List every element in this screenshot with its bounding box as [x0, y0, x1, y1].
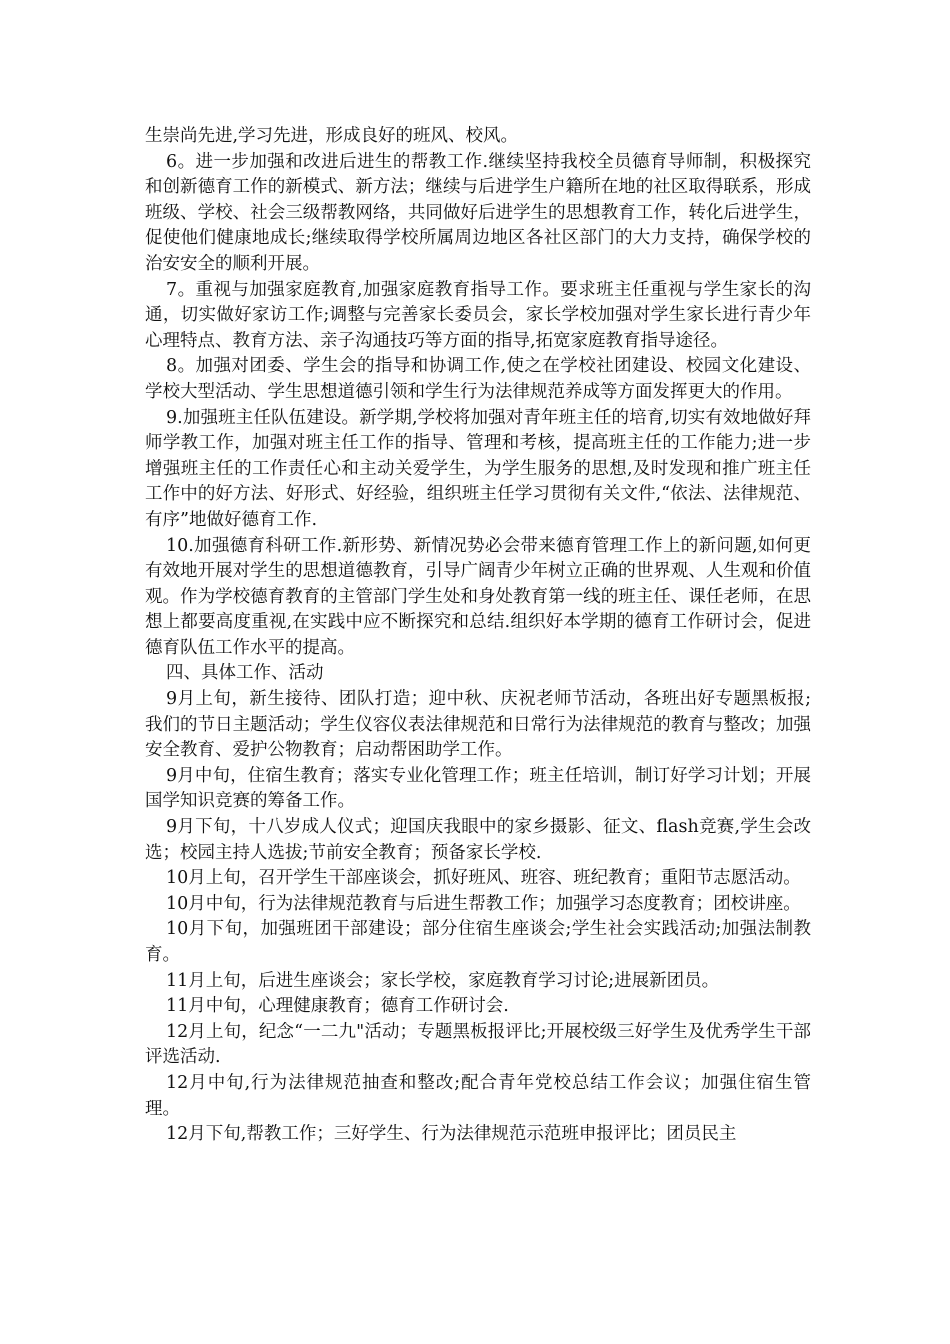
schedule-sep-early: 9月上旬，新生接待、团队打造；迎中秋、庆祝老师节活动，各班出好专题黑板报;我们的节日主题活动；学生仪容仪表法律规范和日常行为法律规范的教育与整改；加强安全教育、爱护公物教育；启动帮困助学工作。: [145, 689, 811, 761]
paragraph-item-8: 8。加强对团委、学生会的指导和协调工作,使之在学校社团建设、校园文化建设、学校大型活动、学生思想道德引领和学生行为法律规范养成等方面发挥更大的作用。: [145, 356, 811, 402]
paragraph-item-10: 10.加强德育科研工作.新形势、新情况势必会带来德育管理工作上的新问题,如何更有效地开展对学生的思想道德教育，引导广阔青少年树立正确的世界观、人生观和价值观。作为学校德育教育的主管部门学生处和身处教育第一线的班主任、课任老师，在思想上都要高度重视,在实践中应不断探究和总结.组织好本学期的德育工作研讨会，促进德育队伍工作水平的提高。: [145, 535, 811, 658]
schedule-sep-late: 9月下旬，十八岁成人仪式；迎国庆我眼中的家乡摄影、征文、flash竞赛,学生会改选；校园主持人选拔;节前安全教育；预备家长学校.: [145, 817, 811, 863]
document-body: [145, 124, 811, 1148]
schedule-oct-mid: 10月中旬，行为法律规范教育与后进生帮教工作；加强学习态度教育；团校讲座。: [166, 893, 801, 914]
schedule-nov-early: 11月上旬，后进生座谈会；家长学校，家庭教育学习讨论;进展新团员。: [166, 970, 720, 991]
schedule-dec-early: 12月上旬，纪念“一二九"活动；专题黑板报评比;开展校级三好学生及优秀学生干部评选活动.: [145, 1021, 811, 1068]
paragraph-item-9: 9.加强班主任队伍建设。新学期,学校将加强对青年班主任的培育,切实有效地做好拜师学教工作，加强对班主任工作的指导、管理和考核，提高班主任的工作能力;进一步增强班主任的工作责任心和主动关爱学生，为学生服务的思想,及时发现和推广班主任工作中的好方法、好形式、好经验，组织班主任学习贯彻有关文件,“依法、法律规范、有序”地做好德育工作.: [145, 407, 811, 530]
section-heading: 四、具体工作、活动: [166, 663, 324, 684]
paragraph-item-6: 6。进一步加强和改进后进生的帮教工作.继续坚持我校全员德育导师制，积极探究和创新德育工作的新模式、新方法；继续与后进学生户籍所在地的社区取得联系，形成班级、学校、社会三级帮教网络，共同做好后进学生的思想教育工作，转化后进学生，促使他们健康地成长;继续取得学校所属周边地区各社区部门的大力支持，确保学校的治安安全的顺利开展。: [145, 151, 811, 274]
schedule-dec-late: 12月下旬,帮教工作；三好学生、行为法律规范示范班申报评比；团员民主: [166, 1124, 737, 1145]
schedule-oct-late: 10月下旬，加强班团干部建设；部分住宿生座谈会;学生社会实践活动;加强法制教育。: [145, 919, 811, 965]
schedule-nov-mid: 11月中旬，心理健康教育；德育工作研讨会.: [166, 996, 509, 1017]
paragraph-item-7: 7。重视与加强家庭教育,加强家庭教育指导工作。要求班主任重视与学生家长的沟通，切实做好家访工作;调整与完善家长委员会，家长学校加强对学生家长进行青少年心理特点、教育方法、亲子沟通技巧等方面的指导,拓宽家庭教育指导途径。: [145, 279, 811, 351]
paragraph-continuation: 生崇尚先进,学习先进，形成良好的班风、校风。: [145, 126, 519, 146]
schedule-dec-mid: 12月中旬,行为法律规范抽查和整改;配合青年党校总结工作会议；加强住宿生管理。: [145, 1072, 811, 1119]
schedule-sep-mid: 9月中旬，住宿生教育；落实专业化管理工作；班主任培训，制订好学习计划；开展国学知识竞赛的筹备工作。: [145, 765, 811, 812]
schedule-oct-early: 10月上旬，召开学生干部座谈会，抓好班风、班容、班纪教育；重阳节志愿活动。: [166, 868, 801, 889]
